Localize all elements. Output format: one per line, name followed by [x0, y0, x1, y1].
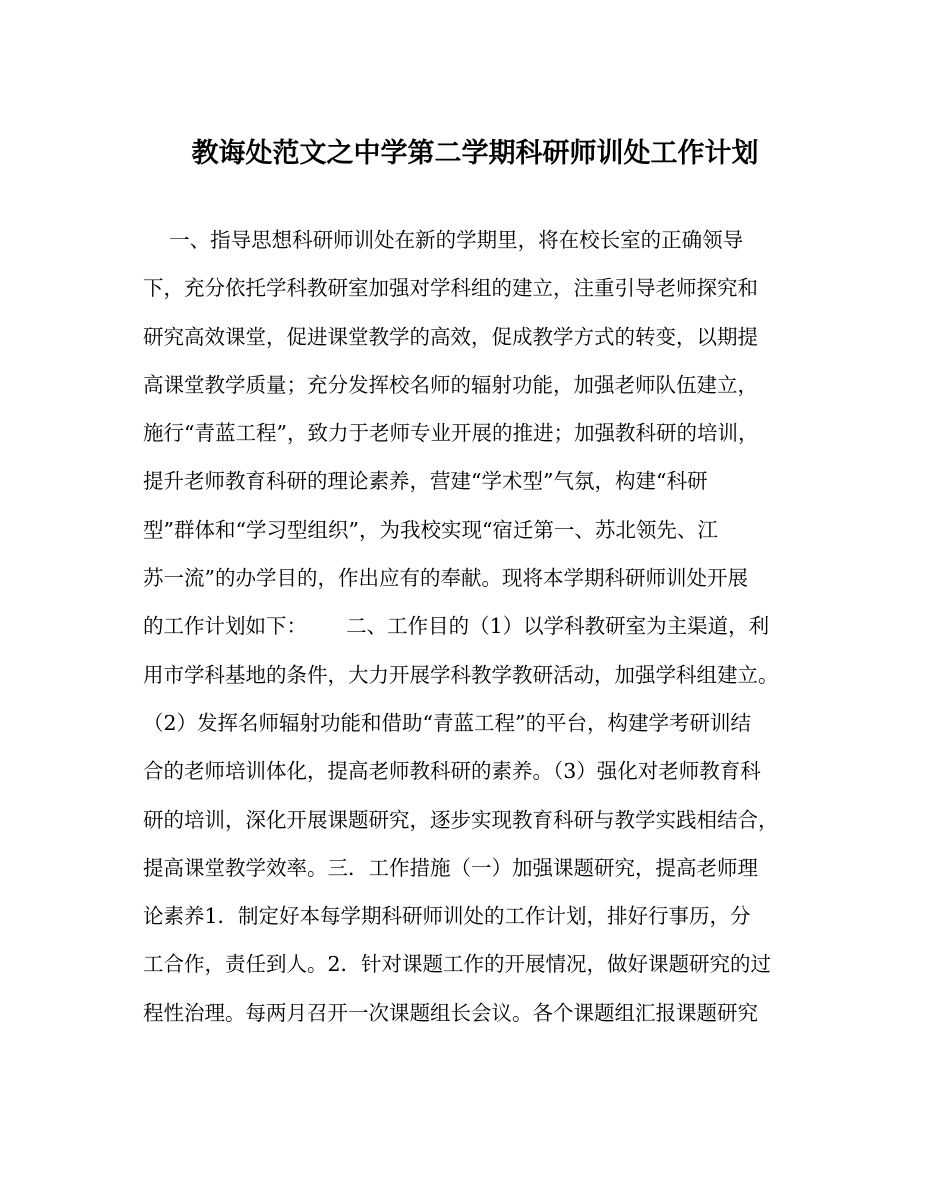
body-line: 研的培训，深化开展课题研究，逐步实现教育科研与教学实践相结合， — [143, 807, 779, 832]
body-line: 苏一流”的办学目的，作出应有的奉献。现将本学期科研师训处开展 — [143, 566, 748, 591]
document-body — [143, 216, 813, 1037]
body-line: 施行“青蓝工程”，致力于老师专业开展的推进；加强教科研的培训， — [143, 421, 759, 446]
body-line: 一、指导思想科研师训处在新的学期里，将在校长室的正确领导 — [143, 228, 744, 252]
body-line: 论素养1．制定好本每学期科研师训处的工作计划，排好行事历，分 — [143, 904, 751, 929]
body-line: 用市学科基地的条件，大力开展学科教学教研活动，加强学科组建立。 — [143, 662, 779, 687]
document-title: 教诲处范文之中学第二学期科研师训处工作计划 — [191, 138, 759, 169]
body-line: 研究高效课堂，促进课堂教学的高效，促成教学方式的转变，以期提 — [143, 324, 758, 349]
body-line: 提升老师教育科研的理论素养，营建“学术型”气氛，构建“科研 — [143, 469, 708, 494]
body-line: （2）发挥名师辐射功能和借助“青蓝工程”的平台，构建学考研训结 — [143, 710, 752, 735]
body-line: 的工作计划如下： 二、工作目的（1）以学科教研室为主渠道，利 — [143, 614, 770, 639]
body-line: 高课堂教学质量；充分发挥校名师的辐射功能，加强老师队伍建立， — [143, 372, 758, 397]
body-line: 合的老师培训体化，提高老师教科研的素养。（3）强化对老师教育科 — [143, 759, 761, 784]
body-line: 型”群体和“学习型组织”，为我校实现“宿迁第一、苏北领先、江 — [143, 517, 718, 542]
body-line: 提高课堂教学效率。三．工作措施（一）加强课题研究，提高老师理 — [143, 855, 758, 880]
body-line: 下，充分依托学科教研室加强对学科组的建立，注重引导老师探究和 — [143, 276, 758, 301]
body-line: 工合作，责任到人。2．针对课题工作的开展情况，做好课题研究的过 — [143, 952, 772, 977]
body-line: 程性治理。每两月召开一次课题组长会议。各个课题组汇报课题研究 — [143, 1000, 758, 1025]
